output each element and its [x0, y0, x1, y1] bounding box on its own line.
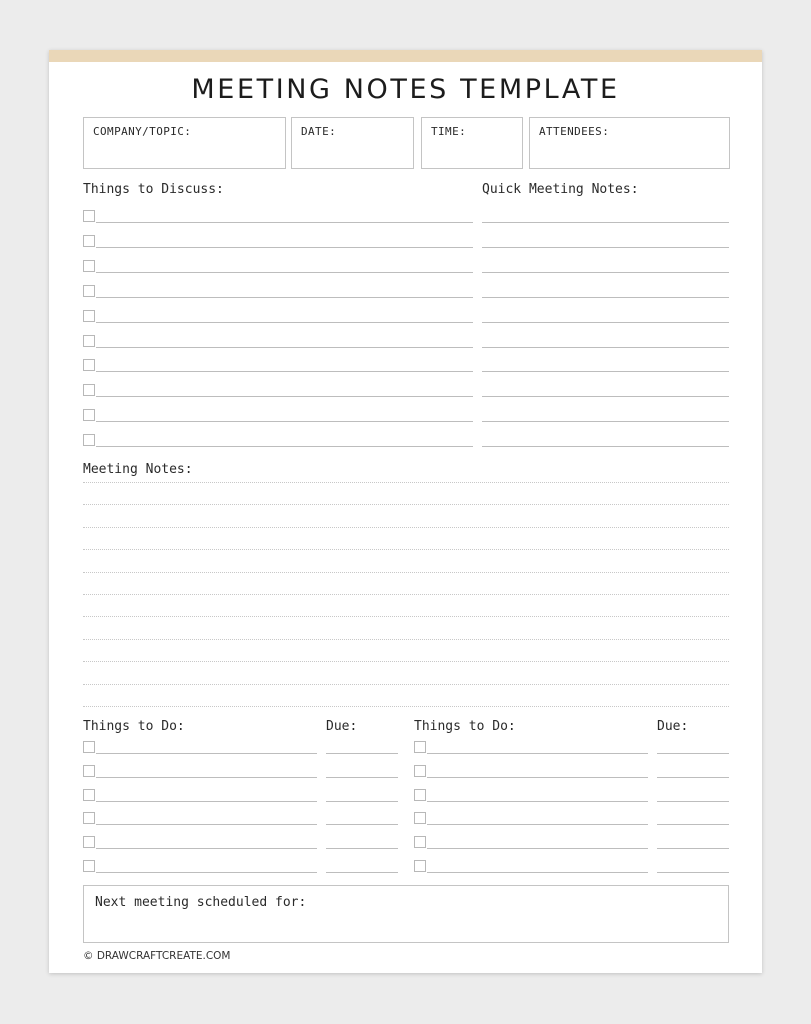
todo-left-line[interactable] [96, 801, 317, 802]
todo-left-checkbox[interactable] [83, 836, 95, 848]
company-topic-field[interactable] [83, 117, 286, 169]
next-meeting-label: Next meeting scheduled for: [95, 895, 307, 910]
todo-left-due-line[interactable] [326, 801, 398, 802]
quick-note-line[interactable] [482, 247, 729, 248]
time-field[interactable] [421, 117, 523, 169]
date-label: DATE: [301, 125, 337, 138]
quick-note-line[interactable] [482, 347, 729, 348]
quick-note-line[interactable] [482, 297, 729, 298]
todo-left-checkbox[interactable] [83, 765, 95, 777]
todo-right-line[interactable] [427, 872, 648, 873]
discuss-line[interactable] [96, 297, 473, 298]
next-meeting-field[interactable] [83, 885, 729, 943]
todo-right-label: Things to Do: [414, 719, 516, 734]
company-topic-label: COMPANY/TOPIC: [93, 125, 192, 138]
todo-left-line[interactable] [96, 753, 317, 754]
todo-right-due-line[interactable] [657, 801, 729, 802]
todo-left-label: Things to Do: [83, 719, 185, 734]
todo-right-due-line[interactable] [657, 753, 729, 754]
todo-right-line[interactable] [427, 753, 648, 754]
date-field[interactable] [291, 117, 414, 169]
dotted-line [83, 684, 729, 685]
discuss-line[interactable] [96, 247, 473, 248]
todo-right-checkbox[interactable] [414, 812, 426, 824]
quick-meeting-notes-label: Quick Meeting Notes: [482, 182, 639, 197]
todo-left-due-label: Due: [326, 719, 358, 734]
todo-left-checkbox[interactable] [83, 860, 95, 872]
dotted-line [83, 549, 729, 550]
todo-left-due-line[interactable] [326, 848, 398, 849]
page-title: MEETING NOTES TEMPLATE [191, 74, 620, 105]
todo-left-line[interactable] [96, 872, 317, 873]
discuss-line[interactable] [96, 396, 473, 397]
todo-left-checkbox[interactable] [83, 789, 95, 801]
todo-right-checkbox[interactable] [414, 765, 426, 777]
todo-right-line[interactable] [427, 777, 648, 778]
todo-right-line[interactable] [427, 824, 648, 825]
discuss-line[interactable] [96, 371, 473, 372]
meeting-notes-label: Meeting Notes: [83, 462, 193, 477]
discuss-line[interactable] [96, 347, 473, 348]
todo-right-checkbox[interactable] [414, 836, 426, 848]
discuss-checkbox[interactable] [83, 210, 95, 222]
quick-note-line[interactable] [482, 322, 729, 323]
discuss-checkbox[interactable] [83, 359, 95, 371]
todo-left-due-line[interactable] [326, 872, 398, 873]
attendees-field[interactable] [529, 117, 730, 169]
todo-right-due-line[interactable] [657, 848, 729, 849]
todo-left-due-line[interactable] [326, 777, 398, 778]
dotted-line [83, 504, 729, 505]
todo-left-due-line[interactable] [326, 824, 398, 825]
quick-note-line[interactable] [482, 446, 729, 447]
quick-note-line[interactable] [482, 421, 729, 422]
quick-note-line[interactable] [482, 222, 729, 223]
discuss-checkbox[interactable] [83, 434, 95, 446]
discuss-checkbox[interactable] [83, 335, 95, 347]
todo-right-due-line[interactable] [657, 872, 729, 873]
dotted-line [83, 482, 729, 483]
quick-note-line[interactable] [482, 272, 729, 273]
discuss-line[interactable] [96, 222, 473, 223]
todo-right-due-line[interactable] [657, 777, 729, 778]
discuss-line[interactable] [96, 421, 473, 422]
discuss-checkbox[interactable] [83, 260, 95, 272]
dotted-line [83, 616, 729, 617]
discuss-checkbox[interactable] [83, 409, 95, 421]
dotted-line [83, 639, 729, 640]
dotted-line [83, 661, 729, 662]
attendees-label: ATTENDEES: [539, 125, 610, 138]
todo-right-due-label: Due: [657, 719, 689, 734]
dotted-line [83, 527, 729, 528]
dotted-line [83, 572, 729, 573]
todo-left-line[interactable] [96, 824, 317, 825]
todo-right-due-line[interactable] [657, 824, 729, 825]
quick-note-line[interactable] [482, 396, 729, 397]
todo-right-checkbox[interactable] [414, 860, 426, 872]
discuss-line[interactable] [96, 446, 473, 447]
todo-left-line[interactable] [96, 777, 317, 778]
todo-right-checkbox[interactable] [414, 789, 426, 801]
todo-right-line[interactable] [427, 801, 648, 802]
time-label: TIME: [431, 125, 467, 138]
discuss-checkbox[interactable] [83, 384, 95, 396]
dotted-line [83, 706, 729, 707]
quick-note-line[interactable] [482, 371, 729, 372]
todo-left-line[interactable] [96, 848, 317, 849]
discuss-line[interactable] [96, 322, 473, 323]
discuss-checkbox[interactable] [83, 285, 95, 297]
todo-left-checkbox[interactable] [83, 812, 95, 824]
todo-right-checkbox[interactable] [414, 741, 426, 753]
todo-right-line[interactable] [427, 848, 648, 849]
discuss-checkbox[interactable] [83, 310, 95, 322]
dotted-line [83, 594, 729, 595]
things-to-discuss-label: Things to Discuss: [83, 182, 224, 197]
todo-left-checkbox[interactable] [83, 741, 95, 753]
todo-left-due-line[interactable] [326, 753, 398, 754]
accent-bar [49, 50, 762, 62]
meeting-notes-page [49, 50, 762, 973]
discuss-checkbox[interactable] [83, 235, 95, 247]
copyright-text: © DRAWCRAFTCREATE.COM [83, 950, 231, 962]
discuss-line[interactable] [96, 272, 473, 273]
